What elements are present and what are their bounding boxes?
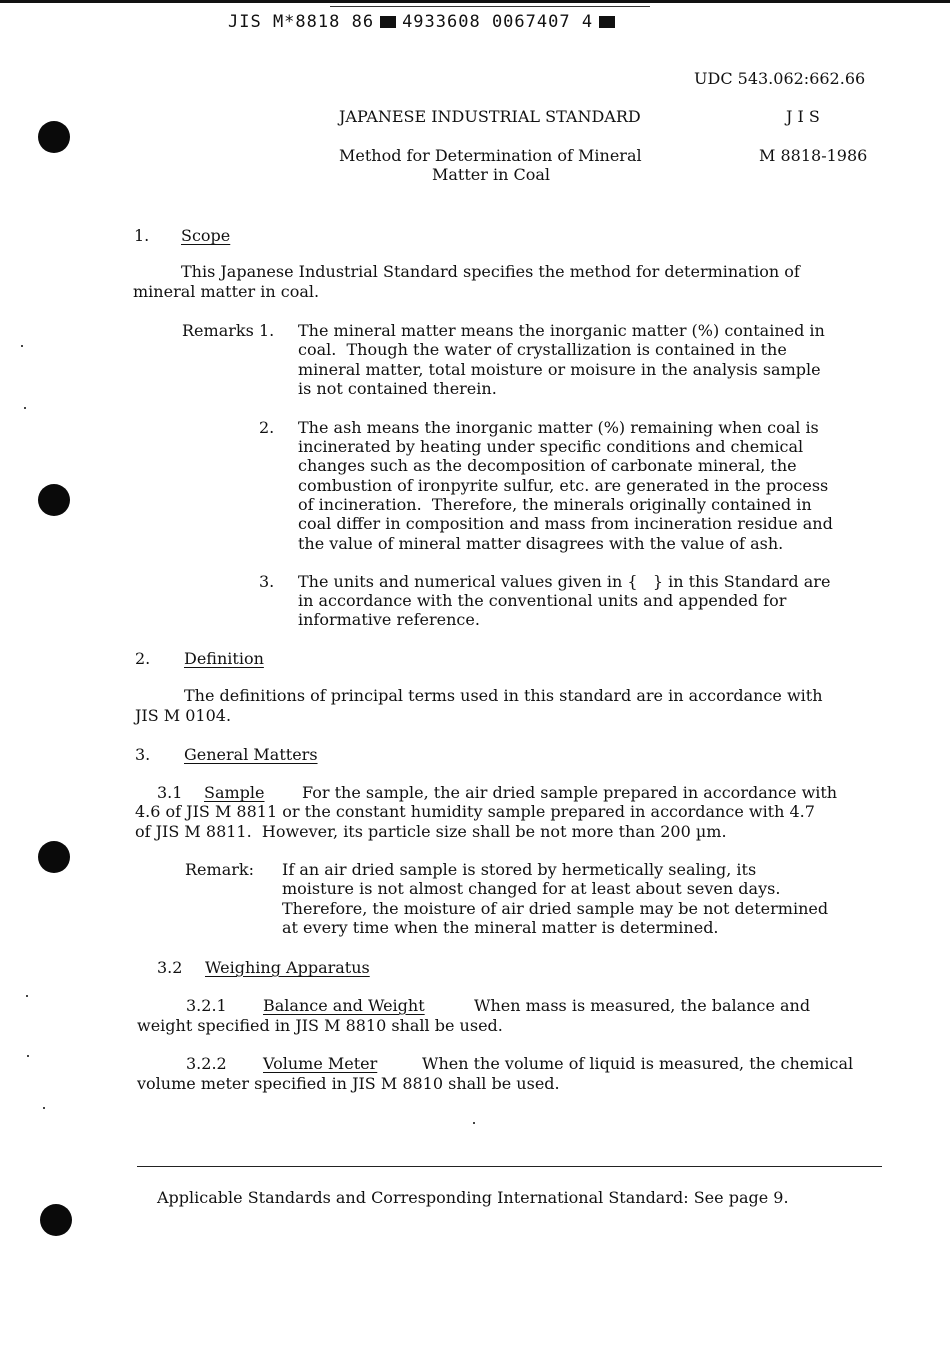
definition-text-line1: The definitions of principal terms used in this standard are in accordance with [184,686,823,705]
clause-number: 3.2.1 [186,996,227,1015]
remark-2-line: combustion of ironpyrite sulfur, etc. are generated in the process [298,476,829,495]
scope-text-line1: This Japanese Industrial Standard specifies the method for determination of [181,262,800,281]
remark-3-line: informative reference. [298,610,480,629]
punch-hole [38,484,70,516]
subsection-number: 3.1 [157,783,183,802]
top-scan-line [330,6,650,7]
redaction-block [599,16,615,28]
subsection-title-weighing: Weighing Apparatus [205,958,370,977]
remarks-label: Remarks [182,321,254,340]
section-number: 1. [134,226,150,245]
remark-number: 2. [259,418,275,437]
volume-text-line: When the volume of liquid is measured, the chemical [422,1054,854,1073]
top-edge-line [0,0,950,3]
remark-2-line: coal differ in composition and mass from incineration residue and [298,514,833,533]
document-title-line1: Method for Determination of Mineral [339,146,642,165]
remark-1-line: mineral matter, total moisture or moisure in the analysis sample [298,360,821,379]
sample-remark-line: at every time when the mineral matter is determined. [282,918,719,937]
punch-hole [40,1204,72,1236]
clause-number: 3.2.2 [186,1054,227,1073]
scan-speck [473,1122,475,1124]
punch-hole [38,121,70,153]
definition-text-line2: JIS M 0104. [135,706,232,725]
volume-text-line: volume meter specified in JIS M 8810 shall be used. [137,1074,560,1093]
section-number: 3. [135,745,151,764]
section-title-general: General Matters [184,745,318,764]
remark-1-line: coal. Though the water of crystallization is contained in the [298,340,787,359]
header-code-part1: JIS M*8818 86 [228,12,375,32]
remark-2-line: The ash means the inorganic matter (%) remaining when coal is [298,418,819,437]
remark-2-line: changes such as the decomposition of carbonate mineral, the [298,456,797,475]
subsection-title-sample: Sample [204,783,265,802]
standard-number: M 8818-1986 [759,146,868,165]
remark-2-line: the value of mineral matter disagrees with the value of ash. [298,534,784,553]
standard-type: JAPANESE INDUSTRIAL STANDARD [339,107,641,126]
subsection-number: 3.2 [157,958,183,977]
udc-number: UDC 543.062:662.66 [694,69,866,88]
document-title-line2: Matter in Coal [432,165,551,184]
scan-speck [27,1055,29,1057]
jis-label: J I S [786,107,820,126]
remark-3-line: in accordance with the conventional units and appended for [298,591,787,610]
sample-text-line: For the sample, the air dried sample prepared in accordance with [302,783,838,802]
section-title-definition: Definition [184,649,264,668]
remark-2-line: incinerated by heating under specific conditions and chemical [298,437,804,456]
clause-title-volume: Volume Meter [263,1054,378,1073]
remark-1-line: is not contained therein. [298,379,497,398]
section-title-scope: Scope [181,226,231,245]
footnote-text: Applicable Standards and Corresponding International Standard: See page 9. [157,1188,789,1207]
sample-text-line: 4.6 of JIS M 8811 or the constant humidity sample prepared in accordance with 4.7 [135,802,815,821]
sample-remark-line: moisture is not almost changed for at least about seven days. [282,879,781,898]
header-code-part2: 4933608 0067407 4 [402,12,594,32]
scan-speck [24,407,26,409]
sample-text-line: of JIS M 8811. However, its particle size shall be not more than 200 µm. [135,822,727,841]
sample-remark-label: Remark: [185,860,254,879]
scope-text-line2: mineral matter in coal. [133,282,320,301]
sample-remark-line: If an air dried sample is stored by hermetically sealing, its [282,860,757,879]
footnote-rule [137,1166,882,1167]
header-code [228,12,621,32]
balance-text-line: When mass is measured, the balance and [474,996,811,1015]
clause-title-balance: Balance and Weight [263,996,425,1015]
remark-number: 3. [259,572,275,591]
remark-number: 1. [259,321,275,340]
scan-speck [26,995,28,997]
remark-2-line: of incineration. Therefore, the minerals originally contained in [298,495,812,514]
sample-remark-line: Therefore, the moisture of air dried sample may be not determined [282,899,829,918]
scan-speck [21,345,23,347]
section-number: 2. [135,649,151,668]
balance-text-line: weight specified in JIS M 8810 shall be used. [137,1016,503,1035]
remark-1-line: The mineral matter means the inorganic matter (%) contained in [298,321,825,340]
scan-speck [43,1107,45,1109]
remark-3-line: The units and numerical values given in { } in this Standard are [298,572,831,591]
punch-hole [38,841,70,873]
redaction-block [380,16,396,28]
